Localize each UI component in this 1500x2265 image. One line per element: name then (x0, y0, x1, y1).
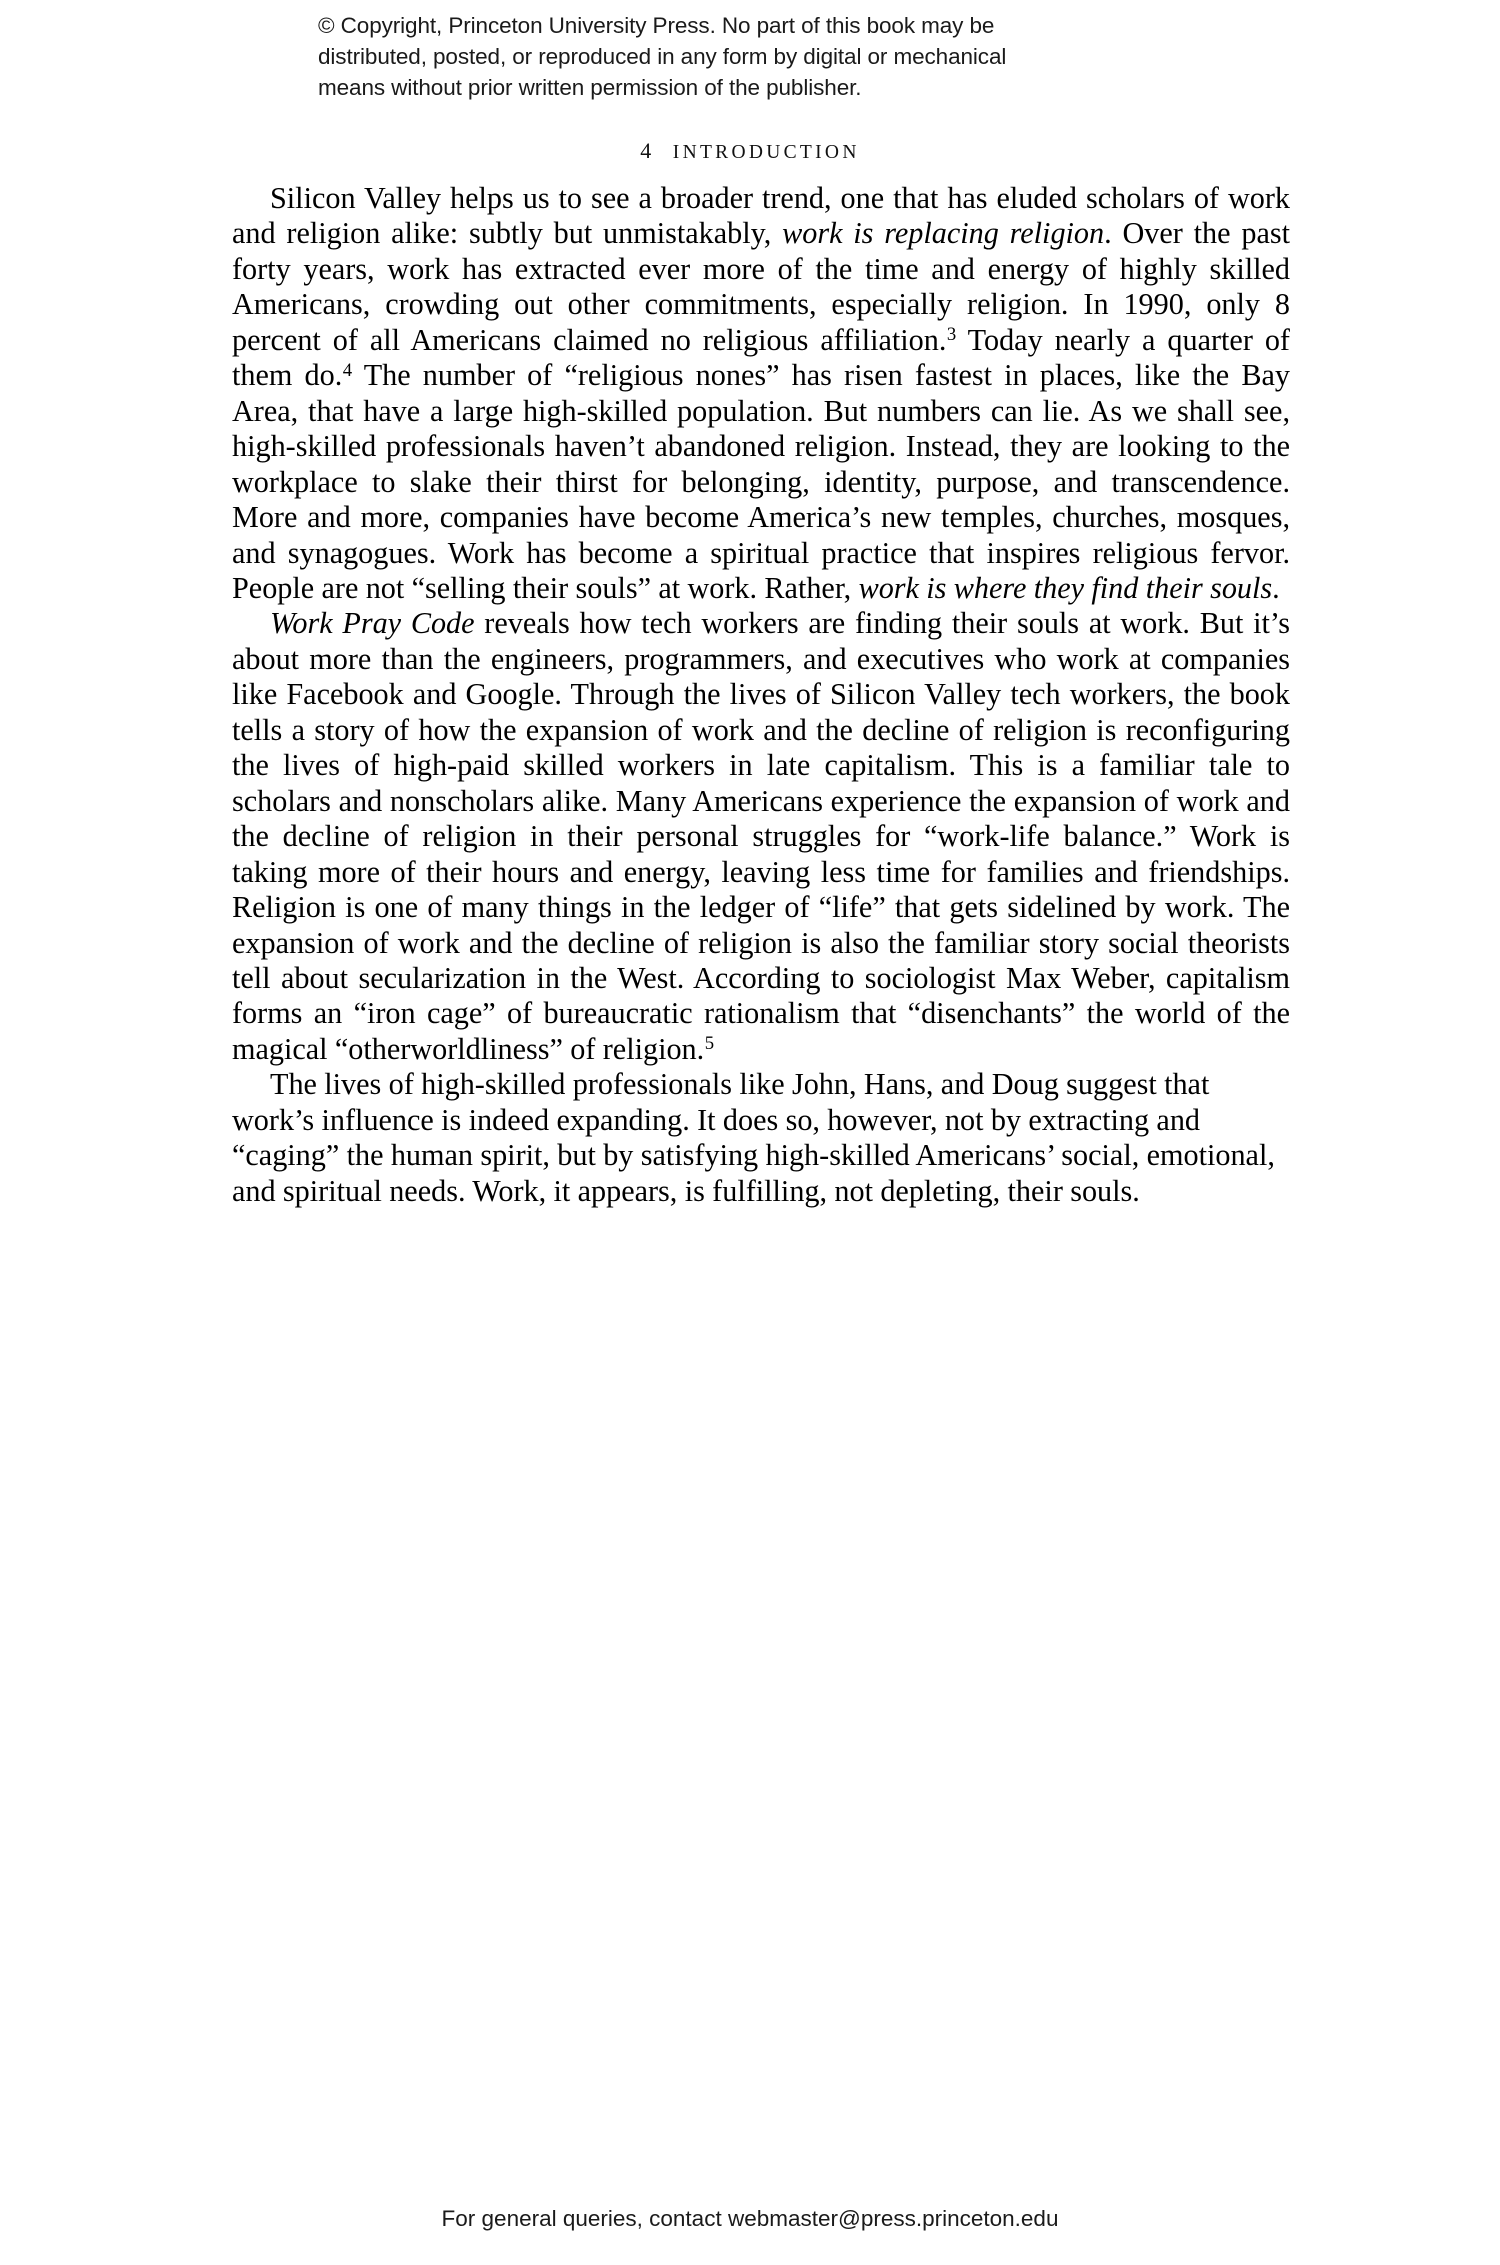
copyright-line-3: means without prior written permission of the publisher. (318, 75, 862, 100)
footnote-marker-3: 3 (946, 324, 957, 346)
p2-book-title: Work Pray Code (270, 606, 475, 641)
p1-segment-2: . Over the past forty years, work has extracted ever more of the time and energy of highly skilled Americans, crowding out other commitments, especially religion. In 1990, only 8 percent of all Americans claimed no religious affiliation. (232, 216, 1290, 357)
copyright-line-1: © Copyright, Princeton University Press. No part of this book may be (318, 13, 995, 38)
paragraph-3 (232, 1067, 1290, 1209)
paragraph-2 (232, 606, 1290, 1067)
body-text-column (232, 181, 1290, 1209)
p1-italic-1: work is replacing religion (782, 216, 1105, 251)
paragraph-1 (232, 181, 1290, 606)
p1-segment-5: . (1272, 570, 1280, 605)
copyright-line-2: distributed, posted, or reproduced in any form by digital or mechanical (318, 44, 1007, 69)
p1-segment-3: Today nearly a quarter of them do. (232, 322, 1290, 393)
p3-segment-1: The lives of high-skilled professionals like John, Hans, and Doug suggest that work’s influence is indeed expanding. It does so, however, not by extracting and “caging” the human spirit, but by satisfying high-skilled Americans’ social, emotional, and spiritual needs. Work, it appears, is fulfilling, not depleting, their souls. (232, 1067, 1275, 1208)
running-head (0, 138, 1500, 166)
page-number: 4 (640, 138, 652, 163)
copyright-notice (318, 10, 1178, 103)
running-head-title: INTRODUCTION (672, 142, 860, 163)
footnote-marker-4: 4 (342, 359, 353, 381)
p1-segment-4: The number of “religious nones” has risen fastest in places, like the Bay Area, that have a large high-skilled population. But numbers can lie. As we shall see, high-skilled professionals haven’t abandoned religion. Instead, they are looking to the workplace to slake their thirst for belonging, identity, purpose, and transcendence. More and more, companies have become America’s new temples, churches, mosques, and synagogues. Work has become a spiritual practice that inspires religious fervor. People are not “selling their souls” at work. Rather, (232, 358, 1290, 605)
footnote-marker-5: 5 (704, 1033, 715, 1055)
footer-text: For general queries, contact webmaster@press.princeton.edu (441, 2206, 1059, 2231)
page-footer (0, 2205, 1500, 2233)
p1-segment-1: Silicon Valley helps us to see a broader trend, one that has eluded scholars of work and religion alike: subtly but unmistakably, (232, 181, 1290, 251)
p2-segment-1: reveals how tech workers are finding their souls at work. But it’s about more than the engineers, programmers, and executives who work at companies like Facebook and Google. Through the lives of Silicon Valley tech workers, the book tells a story of how the expansion of work and the decline of religion is reconfiguring the lives of high-paid skilled workers in late capitalism. This is a familiar tale to scholars and nonscholars alike. Many Americans experience the expansion of work and the decline of religion in their personal struggles for “work-life balance.” Work is taking more of their hours and energy, leaving less time for families and friendships. Religion is one of many things in the ledger of “life” that gets sidelined by work. The expansion of work and the decline of religion is also the familiar story social theorists tell about secularization in the West. According to sociologist Max Weber, capitalism forms an “iron cage” of bureaucratic rationalism that “disenchants” the world of the magical “otherworldliness” of religion. (232, 606, 1290, 1066)
p1-italic-2: work is where they find their souls (858, 570, 1273, 605)
